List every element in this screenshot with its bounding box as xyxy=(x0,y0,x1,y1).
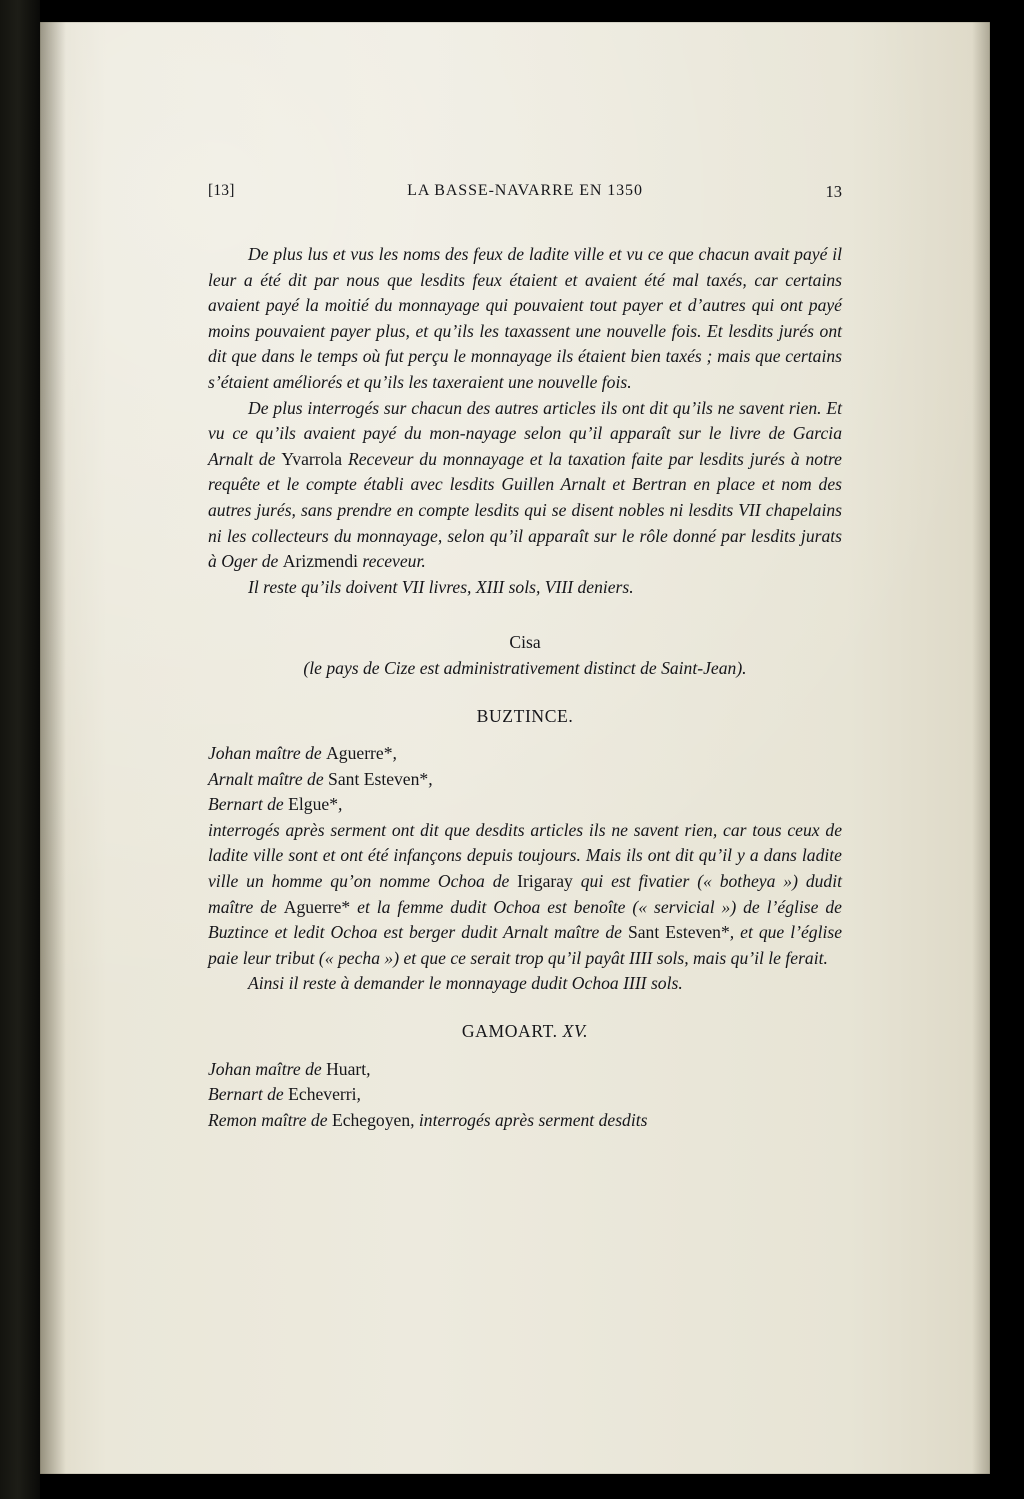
name-proper: Echeverri xyxy=(288,1084,357,1105)
paragraph-2 xyxy=(208,396,842,575)
paragraph-2-part-c: receveur. xyxy=(358,551,426,572)
name-proper: Elgue xyxy=(288,794,330,815)
document-page xyxy=(40,22,990,1474)
bracket-folio-number: [13] xyxy=(208,182,235,199)
name-prefix: Johan maître de xyxy=(208,743,327,764)
book-binding-gutter xyxy=(0,0,40,1499)
footnote-asterisk: * xyxy=(341,896,351,917)
paragraph-buztince-body xyxy=(208,818,842,972)
spacer-before-buztince xyxy=(208,682,842,704)
heading-buztince: BUZTINCE. xyxy=(476,705,574,726)
heading-gamoart xyxy=(208,1019,842,1045)
buztince-part-b: qui est fivatier (« botheya ») dudit maître de xyxy=(208,871,842,917)
name-prefix: Remon maître de xyxy=(208,1109,332,1130)
buztince-part-a: interrogés après serment ont dit que desdits articles ils ne savent rien, car tous ceux de ladite ville sont et ont été infançons depuis toujours. Mais ils ont dit qu’il y a dans ladite ville un homme qu’on nomme Ochoa de xyxy=(208,819,842,892)
placename-arizmendi: Arizmendi xyxy=(282,551,359,572)
running-title: LA BASSE-NAVARRE EN 1350 xyxy=(407,182,643,199)
spacer-after-gamoart-heading xyxy=(208,1045,842,1057)
running-head xyxy=(208,182,842,208)
footnote-asterisk: * xyxy=(383,743,393,764)
placename-aguerre: Aguerre xyxy=(283,896,342,917)
name-proper: Aguerre xyxy=(326,743,384,764)
list-item xyxy=(208,1082,842,1108)
buztince-part-c: et la femme dudit Ochoa est benoîte (« servicial ») de l’église de Buztince et ledit Ochoa est berger dudit Arnalt maître de xyxy=(208,896,842,943)
spacer-before-cisa xyxy=(208,600,842,630)
list-item xyxy=(208,741,842,767)
heading-gamoart-name: GAMOART. xyxy=(461,1021,563,1042)
name-suffix: , xyxy=(392,743,397,764)
name-prefix: Bernart de xyxy=(208,1084,289,1105)
list-item xyxy=(208,1057,842,1083)
page-number: 13 xyxy=(825,182,842,201)
placename-sant-esteven: Sant Esteven xyxy=(627,922,721,943)
placename-yvarrola: Yvarrola xyxy=(281,448,343,469)
name-suffix: , xyxy=(356,1084,361,1105)
name-suffix: , xyxy=(428,768,433,789)
name-prefix: Johan maître de xyxy=(208,1058,327,1079)
section-title-cisa: Cisa xyxy=(509,632,541,653)
name-proper: Echegoyen xyxy=(331,1109,411,1130)
name-suffix: , xyxy=(337,794,343,815)
footnote-asterisk: * xyxy=(329,794,338,815)
section-note-cisa: (le pays de Cize est administrativement distinct de Saint-Jean). xyxy=(303,657,747,678)
placename-irigaray: Irigaray xyxy=(517,871,573,892)
name-list-buztince xyxy=(208,741,842,818)
paragraph-2-part-a: De plus interrogés sur chacun des autres articles ils ont dit qu’ils ne savent rien. Et vu ce qu’ils avaient payé du mon-nayage selon qu’il apparaît sur le livre de Garcia Arnalt de xyxy=(208,397,842,469)
footnote-asterisk: * xyxy=(419,768,429,789)
name-list-gamoart xyxy=(208,1057,842,1134)
page-content xyxy=(208,182,842,1133)
spacer-before-gamoart xyxy=(208,997,842,1019)
list-item xyxy=(208,1108,842,1134)
spacer-after-buztince-heading xyxy=(208,729,842,741)
name-prefix: Bernart de xyxy=(208,794,289,815)
paragraph-1: De plus lus et vus les noms des feux de ladite ville et vu ce que chacun avait payé il leur a été dit par nous que lesdits feux étaient et avaient été mal taxés, car certains avaient payé la moitié du monnayage qui pouvaient tout payer et d’autres qui ont payé moins pouvaient payer plus, et qu’ils les taxassent une nouvelle fois. Et lesdits jurés ont dit que dans le temps où fut perçu le monnayage ils étaient bien taxés ; mais que certains s’étaient améliorés et qu’ils les taxeraient une nouvelle fois. xyxy=(208,244,842,392)
list-item xyxy=(208,767,842,793)
paragraph-3: Il reste qu’ils doivent VII livres, XIII sols, VIII deniers. xyxy=(248,576,634,597)
name-suffix: , xyxy=(366,1058,371,1079)
footnote-asterisk: * xyxy=(720,922,730,943)
name-proper: Huart xyxy=(326,1058,367,1079)
paragraph-2-part-b: Receveur du monnayage et la taxation faite par lesdits jurés à notre requête et le compte établi avec lesdits Guillen Arnalt et Bertran en place et nom des autres jurés, sans prendre en compte lesdits qui se disent nobles ni lesdits VII chapelains ni les collecteurs du monnayage, selon qu’il apparaît sur le rôle donné par lesdits jurats à Oger de xyxy=(208,448,842,572)
name-prefix: Arnalt maître de xyxy=(208,768,329,789)
buztince-part-d: , et que l’église paie leur tribut (« pecha ») et que ce serait trop qu’il payât IIII sols, mais qu’il le ferait. xyxy=(208,922,843,968)
name-proper: Sant Esteven xyxy=(328,768,420,789)
paragraph-buztince-closing: Ainsi il reste à demander le monnayage dudit Ochoa IIII sols. xyxy=(248,973,683,994)
list-item xyxy=(208,792,842,818)
heading-gamoart-number: XV. xyxy=(562,1021,589,1042)
name-suffix: , interrogés après serment desdits xyxy=(410,1109,648,1130)
